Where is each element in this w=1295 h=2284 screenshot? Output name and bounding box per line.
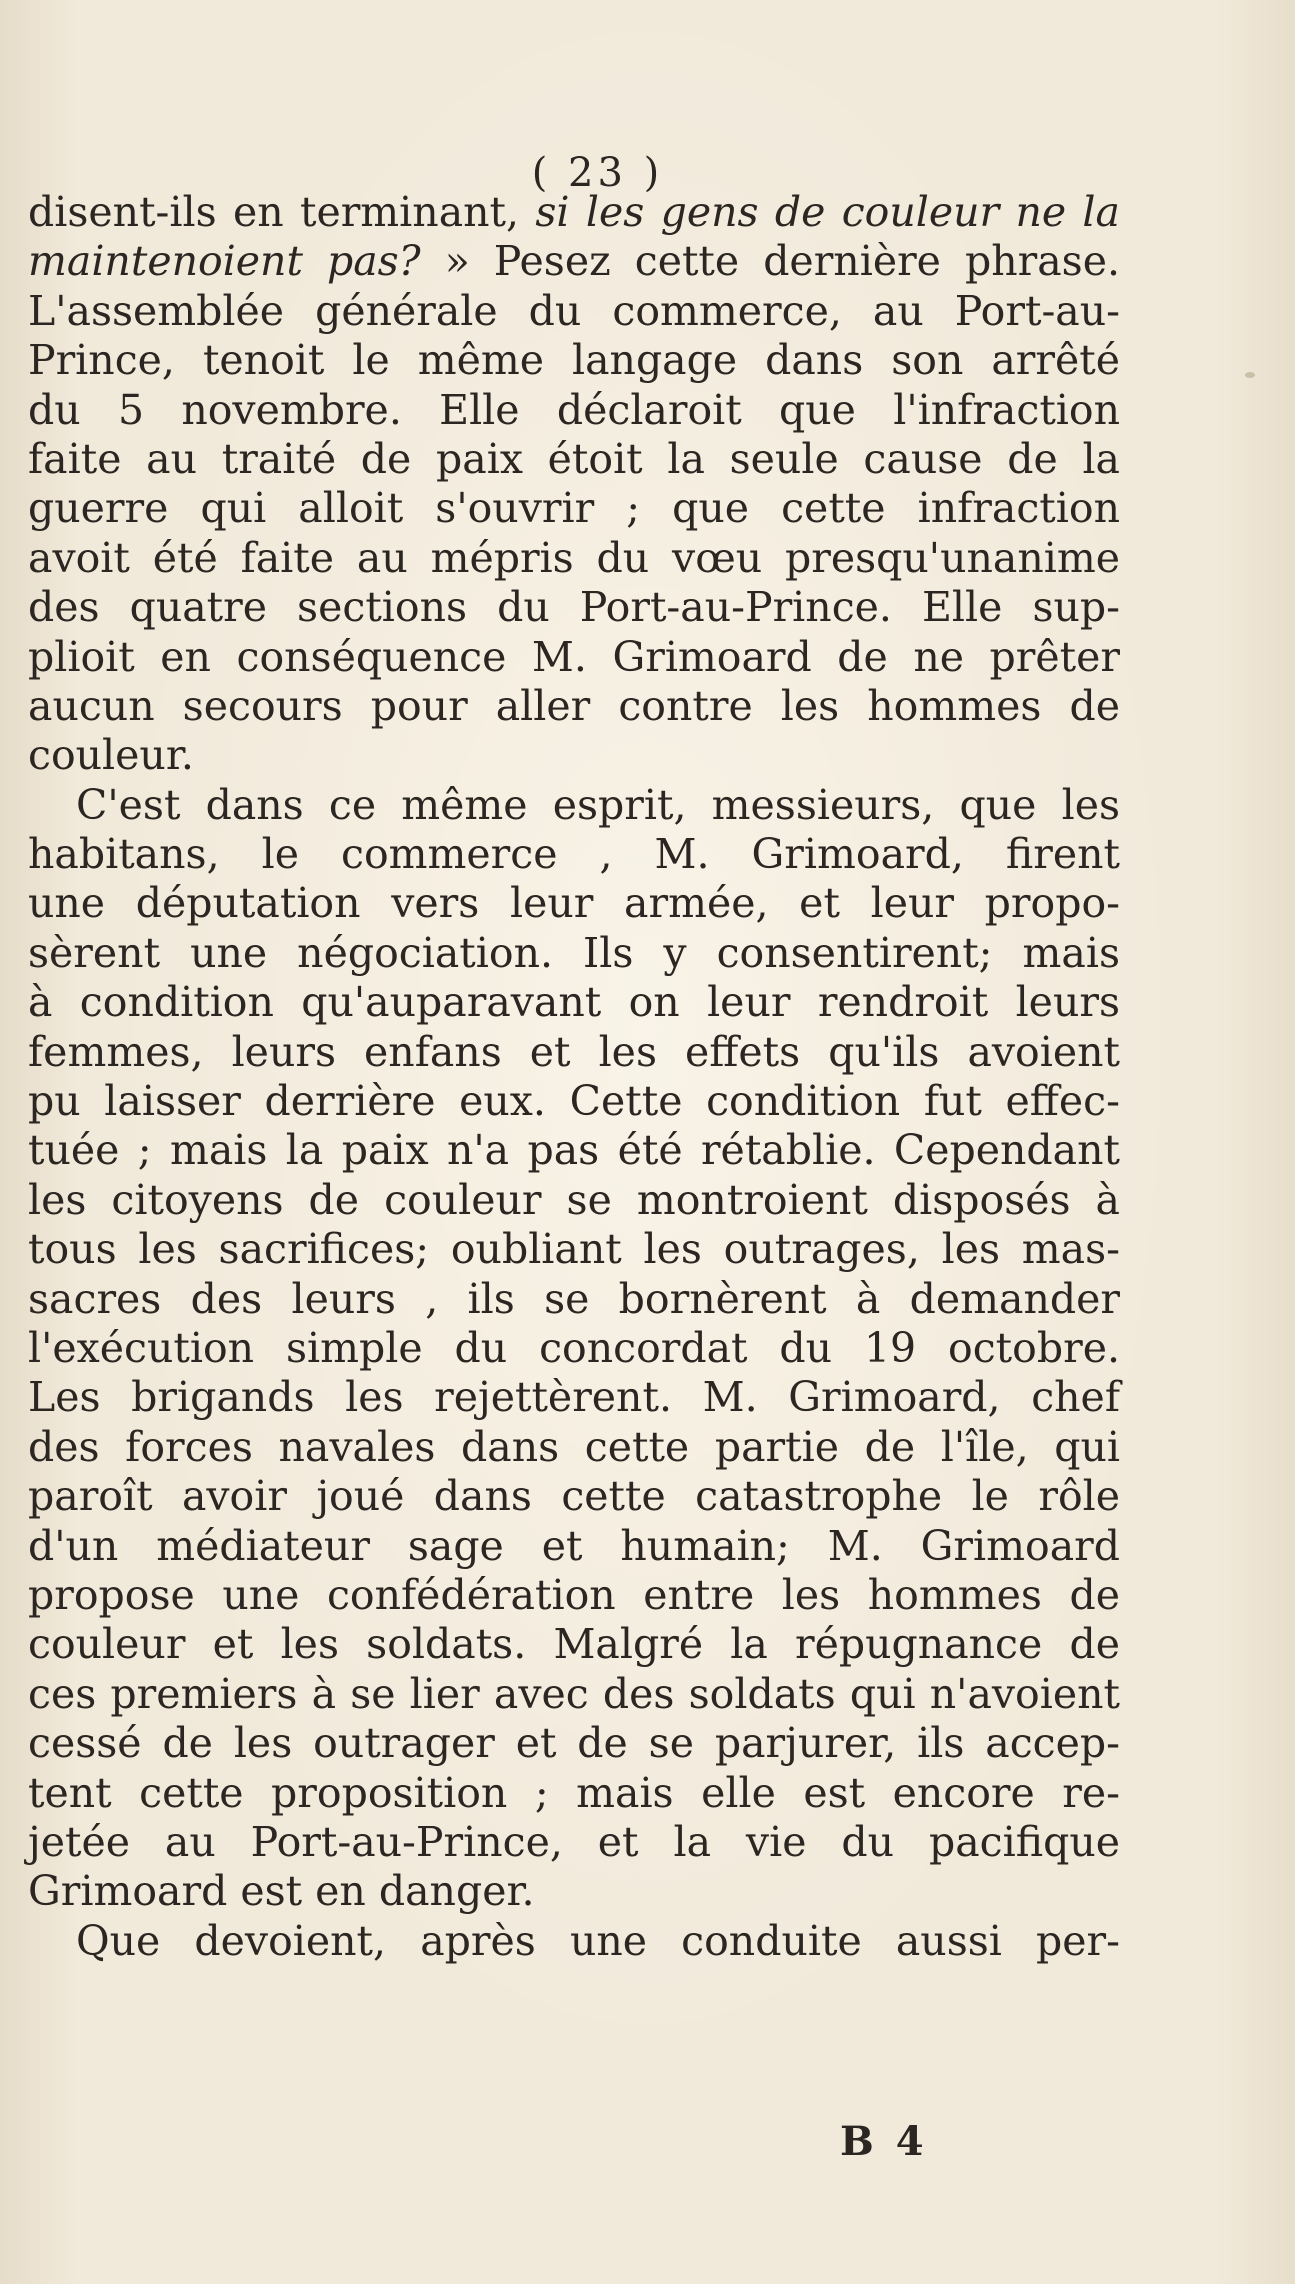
text-line: tent cette proposition ; mais elle est encore re- bbox=[28, 1768, 1120, 1817]
text-line: d'un médiateur sage et humain; M. Grimoard bbox=[28, 1521, 1120, 1570]
text-line: plioit en conséquence M. Grimoard de ne prêter bbox=[28, 632, 1120, 681]
text-line: L'assemblée générale du commerce, au Port-au- bbox=[28, 286, 1120, 335]
text-line: cessé de les outrager et de se parjurer, ils accep- bbox=[28, 1719, 1120, 1768]
text-line: femmes, leurs enfans et les effets qu'ils avoient bbox=[28, 1027, 1120, 1076]
text-line: les citoyens de couleur se montroient disposés à bbox=[28, 1175, 1120, 1224]
text-line: Prince, tenoit le même langage dans son arrêté bbox=[28, 336, 1120, 385]
text-line: aucun secours pour aller contre les hommes de bbox=[28, 681, 1120, 730]
text-line: tuée ; mais la paix n'a pas été rétablie. Cependant bbox=[28, 1126, 1120, 1175]
text-line: des quatre sections du Port-au-Prince. Elle sup- bbox=[28, 583, 1120, 632]
text-line: du 5 novembre. Elle déclaroit que l'infraction bbox=[28, 385, 1120, 434]
paragraph-start: C'est dans ce même esprit, messieurs, que les bbox=[76, 780, 1120, 829]
text-line: sèrent une négociation. Ils y consentirent; mais bbox=[28, 928, 1120, 977]
text-line: des forces navales dans cette partie de l'île, qui bbox=[28, 1422, 1120, 1471]
text-line: jetée au Port-au-Prince, et la vie du pacifique bbox=[28, 1817, 1120, 1866]
text-line: propose une confédération entre les hommes de bbox=[28, 1570, 1120, 1619]
text-line: habitans, le commerce , M. Grimoard, firent bbox=[28, 830, 1120, 879]
text-run: » Pesez cette dernière phrase. bbox=[420, 237, 1120, 286]
text-line: une députation vers leur armée, et leur propo- bbox=[28, 879, 1120, 928]
text-line: faite au traité de paix étoit la seule cause de la bbox=[28, 434, 1120, 483]
paragraph-start: Que devoient, après une conduite aussi per- bbox=[76, 1916, 1120, 1965]
italic-quote: si les gens de couleur ne la bbox=[535, 188, 1120, 236]
text-line: Grimoard est en danger. bbox=[28, 1867, 535, 1916]
text-line: avoit été faite au mépris du vœu presqu'unanime bbox=[28, 533, 1120, 582]
text-line bbox=[28, 237, 1120, 286]
text-line bbox=[28, 188, 1120, 237]
text-line: sacres des leurs , ils se bornèrent à demander bbox=[28, 1274, 1120, 1323]
text-line: paroît avoir joué dans cette catastrophe le rôle bbox=[28, 1472, 1120, 1521]
text-line: pu laisser derrière eux. Cette condition fut effec- bbox=[28, 1077, 1120, 1126]
body-text bbox=[28, 188, 1120, 1966]
text-run: disent-ils en terminant, bbox=[28, 188, 536, 236]
paper-blemish bbox=[1245, 372, 1255, 378]
text-line: à condition qu'auparavant on leur rendroit leurs bbox=[28, 978, 1120, 1027]
text-line: l'exécution simple du concordat du 19 octobre. bbox=[28, 1323, 1120, 1372]
printer-signature: B 4 bbox=[840, 2118, 928, 2165]
page-number: ( 23 ) bbox=[531, 150, 664, 196]
text-line: ces premiers à se lier avec des soldats qui n'avoient bbox=[28, 1669, 1120, 1718]
italic-quote: maintenoient pas? bbox=[28, 237, 421, 286]
text-line: couleur et les soldats. Malgré la répugnance de bbox=[28, 1620, 1120, 1669]
text-line: couleur. bbox=[28, 731, 194, 780]
text-line: tous les sacrifices; oubliant les outrages, les mas- bbox=[28, 1225, 1120, 1274]
text-line: guerre qui alloit s'ouvrir ; que cette infraction bbox=[28, 484, 1120, 533]
text-line: Les brigands les rejettèrent. M. Grimoard, chef bbox=[28, 1373, 1120, 1422]
